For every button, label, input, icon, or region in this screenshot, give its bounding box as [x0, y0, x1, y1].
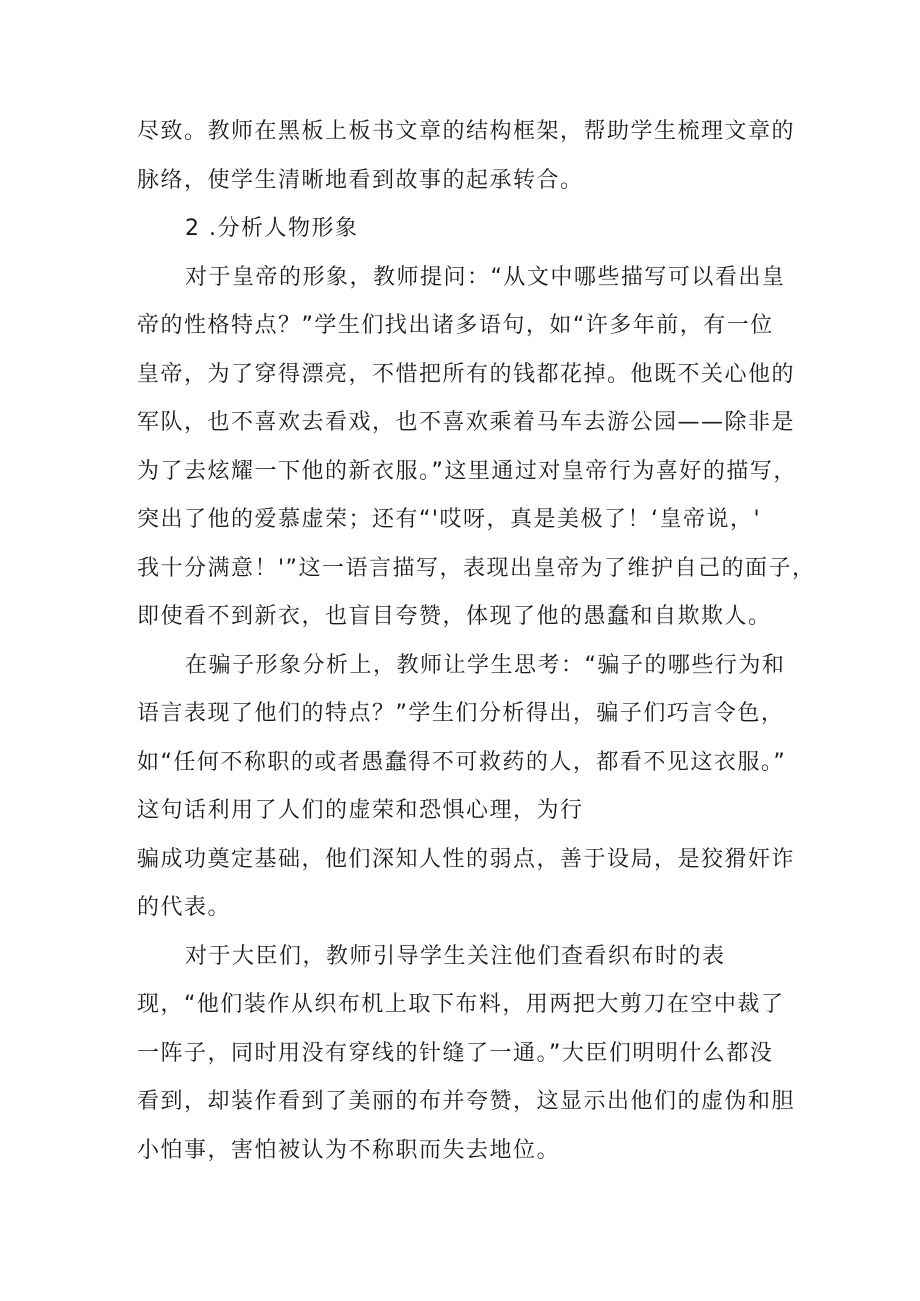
text-line: 现，“他们装作从织布机上取下布料，用两把大剪刀在空中裁了 — [137, 992, 785, 1017]
text-line: 语言表现了他们的特点？”学生们分析得出，骗子们巧言令色， — [137, 701, 785, 726]
paragraph-start-line: 在骗子形象分析上，教师让学生思考：“骗子的哪些行为和 — [185, 653, 786, 678]
text-line: 如“任何不称职的或者愚蠢得不可救药的人，都看不见这衣服。” — [137, 750, 787, 775]
text-line: 尽致。教师在黑板上板书文章的结构框架，帮助学生梳理文章的 — [137, 119, 796, 144]
text-line: 这句话利用了人们的虚荣和恐惧心理，为行 — [137, 798, 584, 823]
paragraph-start-line: 对于皇帝的形象，教师提问：“从文中哪些描写可以看出皇 — [185, 265, 786, 290]
text-line: 小怕事，害怕被认为不称职而失去地位。 — [137, 1138, 561, 1163]
text-line: 军队，也不喜欢去看戏，也不喜欢乘着马车去游公园——除非是 — [137, 410, 796, 435]
text-line: 骗成功奠定基础，他们深知人性的弱点，善于设局，是狡猾奸诈 — [137, 847, 796, 872]
text-line: 突出了他的爱慕虚荣；还有“'哎呀，真是美极了！‘皇帝说，' — [137, 507, 761, 532]
text-line: 我十分满意！'”这一语言描写，表现出皇帝为了维护自己的面子， — [137, 556, 816, 581]
text-line: 看到，却装作看到了美丽的布并夸赞，这显示出他们的虚伪和胆 — [137, 1089, 796, 1114]
text-line: 一阵子，同时用没有穿线的针缝了一通。”大臣们明明什么都没 — [137, 1041, 774, 1066]
section-heading: 2 .分析人物形象 — [185, 216, 359, 241]
text-line: 为了去炫耀一下他的新衣服。”这里通过对皇帝行为喜好的描写， — [137, 459, 797, 484]
text-line: 脉络，使学生清晰地看到故事的起承转合。 — [137, 168, 584, 193]
text-line: 的代表。 — [137, 895, 232, 920]
text-line: 即使看不到新衣，也盲目夸赞，体现了他的愚蠢和自欺欺人。 — [137, 604, 772, 629]
text-line: 帝的性格特点？”学生们找出诸多语句，如“许多年前，有一位 — [137, 313, 774, 338]
text-line: 皇帝，为了穿得漂亮，不惜把所有的钱都花掉。他既不关心他的 — [137, 362, 796, 387]
paragraph-start-line: 对于大臣们，教师引导学生关注他们查看织布时的表 — [185, 944, 726, 969]
